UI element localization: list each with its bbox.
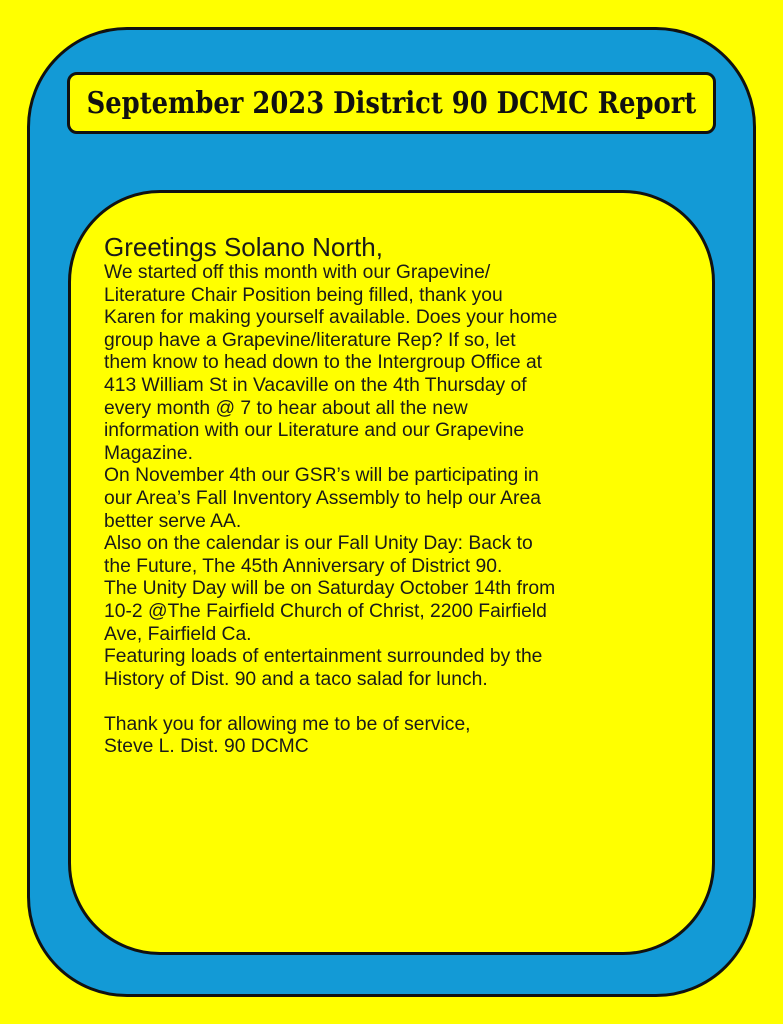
body-line: Magazine. (104, 442, 193, 464)
letter-body (104, 262, 704, 759)
body-line: our Area’s Fall Inventory Assembly to help our Area (104, 487, 541, 509)
greeting-heading: Greetings Solano North, (104, 232, 383, 262)
body-line: The Unity Day will be on Saturday October 14th from (104, 578, 556, 600)
body-line: We started off this month with our Grapevine/ (104, 262, 491, 283)
closing-line: Thank you for allowing me to be of service, (104, 713, 471, 735)
body-line: History of Dist. 90 and a taco salad for lunch. (104, 668, 488, 690)
body-line: 10-2 @The Fairfield Church of Christ, 2200 Fairfield (104, 600, 547, 622)
signature-line: Steve L. Dist. 90 DCMC (104, 736, 309, 758)
body-line: every month @ 7 to hear about all the new (104, 397, 468, 419)
body-line: the Future, The 45th Anniversary of District 90. (104, 555, 503, 577)
body-line: Literature Chair Position being filled, thank you (104, 284, 503, 306)
body-line: information with our Literature and our Grapevine (104, 420, 525, 442)
body-line: Featuring loads of entertainment surrounded by the (104, 646, 543, 668)
body-line: 413 William St in Vacaville on the 4th Thursday of (104, 374, 527, 396)
body-line: Also on the calendar is our Fall Unity Day: Back to (104, 533, 533, 555)
body-line: group have a Grapevine/literature Rep? If so, let (104, 329, 516, 351)
letter-content (104, 232, 704, 759)
title-banner (67, 72, 716, 134)
body-line: On November 4th our GSR’s will be participating in (104, 465, 539, 487)
body-line: Karen for making yourself available. Does your home (104, 307, 558, 329)
body-line: better serve AA. (104, 510, 242, 532)
body-line: them know to head down to the Intergroup Office at (104, 352, 543, 374)
body-line: Ave, Fairfield Ca. (104, 623, 252, 645)
page-title: September 2023 District 90 DCMC Report (86, 85, 697, 121)
paragraph-spacer (104, 691, 704, 714)
